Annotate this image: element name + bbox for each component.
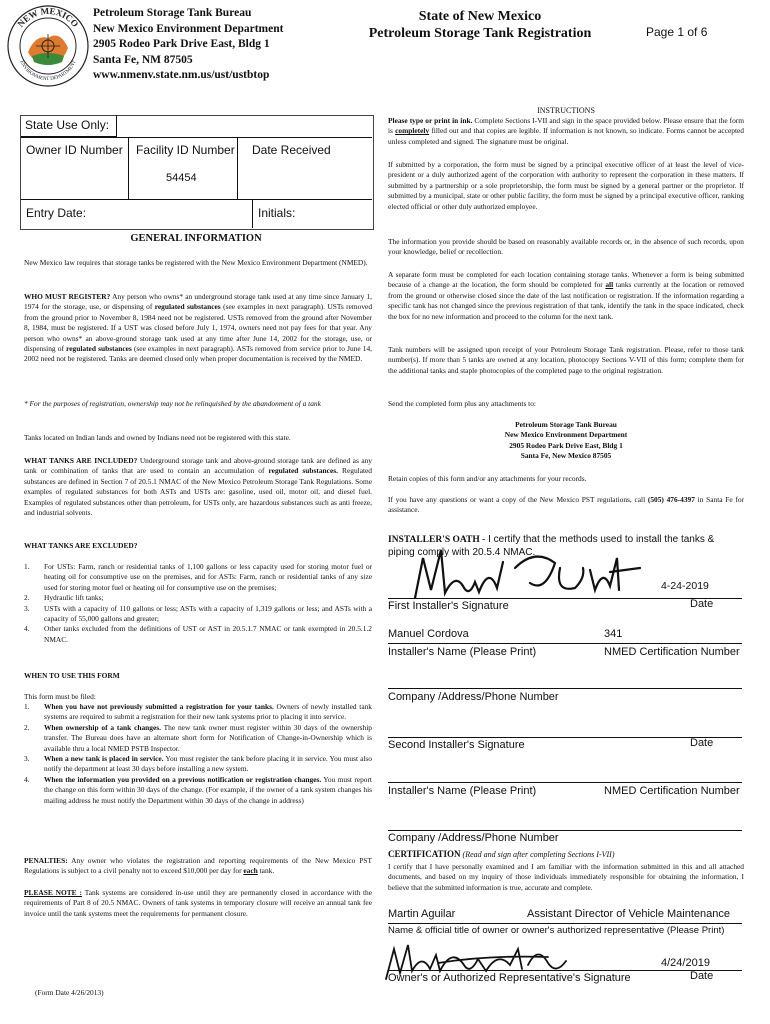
general-heading: GENERAL INFORMATION	[130, 233, 262, 244]
cert-name-title-label: Name & official title of owner or owner's authorized representative (Please Print)	[388, 925, 725, 936]
cert-name-value[interactable]: Martin Aguilar	[388, 908, 456, 920]
list-item: 1. When you have not previously submitted a registration for your tanks. Owners of newly installed tank systems are required to submit a registration for their new tank systems prior to placing it into service.	[24, 702, 372, 722]
installer-name-value[interactable]: Manuel Cordova	[388, 628, 469, 640]
list-item: 4. Other tanks excluded from the definitions of UST or AST in 20.5.1.7 NMAC or tank exempted in 20.5.1.2 NMAC.	[24, 624, 372, 644]
date-received-label: Date Received	[252, 143, 331, 157]
svg-text:NEW MEXICO	[15, 6, 80, 29]
penalties: PENALTIES: Any owner who violates the registration and reporting requirements of the New Mexico PST Regulations is subject to a civil penalty not to exceed $10,000 per day for each tank.	[24, 856, 372, 876]
second-installer-signature-label: Second Installer's Signature	[388, 739, 525, 751]
bureau-line: Petroleum Storage Tank Bureau	[93, 7, 252, 19]
instructions-heading: INSTRUCTIONS	[537, 106, 595, 115]
list-item: 3. USTs with a capacity of 110 gallons or less; ASTs with a capacity of 1,319 gallons or less; and ASTs with a capacity of 55,000 gallons and greater;	[24, 603, 372, 624]
nmed-seal-logo	[6, 4, 90, 88]
instructions-p1: Please type or print in ink. Complete Sections I-VII and sign in the space provided below. Please ensure that the form is completely filled out and that copies are legible. If information is not known, so indicate. Forms cannot be accepted unless completed and signed. The signature must be original.	[388, 116, 744, 146]
bureau-line: 2905 Rodeo Park Drive East, Bldg 1	[93, 38, 270, 50]
cert-title-value[interactable]: Assistant Director of Vehicle Maintenance	[527, 908, 730, 920]
list-item: 2. Hydraulic lift tanks;	[24, 593, 104, 603]
indian-lands-note: Tanks located on Indian lands and owned by Indians need not be registered with this state.	[24, 433, 291, 442]
included-heading: WHAT TANKS ARE INCLUDED?	[24, 456, 138, 465]
please-note: PLEASE NOTE : Tank systems are considered in-use until they are permanently closed in accordance with the requirements of Part 8 of 20.5 NMAC. Owners of tank systems in temporary closure will receive an annual tank fee invoice until the tank systems meet the requirements for permanent closure.	[24, 888, 372, 918]
form-date: (Form Date 4/26/2013)	[35, 988, 104, 997]
second-installer-date-label: Date	[690, 737, 714, 749]
who-heading: WHO MUST REGISTER?	[24, 292, 111, 301]
instructions-p8: If you have any questions or want a copy of the New Mexico PST regulations, call (505) 476-4397 in Santa Fe for assistance.	[388, 495, 744, 515]
when-heading: WHEN TO USE THIS FORM	[24, 671, 120, 680]
excluded-heading: WHAT TANKS ARE EXCLUDED?	[24, 541, 138, 550]
first-installer-date-value[interactable]: 4-24-2019	[661, 580, 709, 592]
installer-cert-label: NMED Certification Number	[604, 646, 740, 658]
owner-id-label: Owner ID Number	[26, 143, 123, 157]
first-installer-signature-label: First Installer's Signature	[388, 600, 509, 612]
instructions-p3: The information you provide should be based on reasonably available records or, in the absence of such records, upon your knowledge, belief or recollection.	[388, 237, 744, 257]
mailing-address: Petroleum Storage Tank Bureau New Mexico Environment Department 2905 Rodeo Park Drive East, Bldg 1 Santa Fe, New Mexico 87505	[504, 420, 628, 461]
certification-text: I certify that I have personally examined and I am familiar with the information submitted in this and all attached documents, and based on my inquiry of those individuals immediately responsible for obtaining the information, I believe that the submitted information is true, accurate and complete.	[388, 862, 744, 892]
seal-top-text: NEW MEXICO	[15, 5, 81, 29]
list-item: 3. When a new tank is placed in service. You must register the tank before placing it in service. You must also notify the department at least 30 days before installing a new system.	[24, 754, 372, 774]
form-title	[330, 8, 630, 42]
who-must-register: WHO MUST REGISTER? Any person who owns* an underground storage tank used at any time since January 1, 1974 for the storage, use, or dispensing of regulated substances (see examples in next paragraph). USTs removed from the ground prior to November 8, 1984 need not be registered. USTs removed from the ground after November 8, 1984, must be registered. If a UST was closed before July 1, 1974, owners need not pay fees for that year. Any person who owns* an above-ground storage tank used at any time after June 14, 2002 for the storage, use, or dispensing of regulated substances (see examples in next paragraph). ASTs removed from service prior to June 14, 2002 need not be registered. Tanks are deemed closed only when proper documentation is received by the NMED.	[24, 292, 373, 364]
bureau-line: Santa Fe, NM 87505	[93, 53, 193, 66]
installer-oath: INSTALLER'S OATH - I certify that the methods used to install the tanks & piping comply with 20.5.4 NMAC.	[388, 534, 715, 558]
instructions-p5: Tank numbers will be assigned upon receipt of your Petroleum Storage Tank registration. Please, refer to those tank number(s). If more than 5 tanks are owned at any location, photocopy Sections V-VII of this form; complete them for the additional tanks and staple photocopies of the completed page to the original registration.	[388, 345, 744, 375]
instructions-p4: A separate form must be completed for each location containing storage tanks. Whenever a form is being submitted because of a change at the location, the form should be completed for all tanks currently at the location or removed from the ground or otherwise closed since the date of the last notification or registration. If the information regarding a specific tank has not changed since the previous registration of that tank, identify the tank in the space indicated, check the box for no new information and proceed to the column for the next tank.	[388, 270, 744, 321]
entry-date-label: Entry Date:	[26, 206, 87, 220]
list-item: 1. For USTs: Farm, ranch or residential tanks of 1,100 gallons or less capacity used for storing motor fuel or heating oil for consumptive use on the premises, and for ASTs: Farm, ranch or residential tanks of any size used for storing motor fuel or heating oil for consumptive use on the premises;	[24, 562, 372, 592]
ownership-footnote: * For the purposes of registration, ownership may not be relinquished by the abandonment of a tank	[24, 399, 321, 408]
instructions-p6: Send the completed form plus any attachments to:	[388, 399, 536, 408]
instructions-p7: Retain copies of this form and/or any attachments for your records.	[388, 474, 587, 483]
seal-bottom-text: ENVIRONMENT DEPARTMENT	[18, 60, 78, 83]
cert-date-label: Date	[690, 970, 714, 982]
tanks-included: WHAT TANKS ARE INCLUDED? Underground storage tank and above-ground storage tank are defined as any tank or combination of tanks that are used to contain an accumulation of regulated substances. Regulated substances are defined in Section 7 of 20.5.1 NMAC of the New Mexico Petroleum Storage Tank Regulations. Some examples of regulated substances for both ASTs and USTs are: gasoline, used oil, motor oil, and diesel fuel. Examples of regulated substances other than petroleum, for USTs only, are hazardous substances such as anti freeze, and industrial solvents.	[24, 456, 372, 518]
first-installer-date-label: Date	[690, 598, 714, 610]
second-installer-cert-label: NMED Certification Number	[604, 785, 740, 797]
facility-id-label: Facility ID Number	[136, 143, 235, 157]
excluded-list	[24, 562, 372, 645]
list-item: 4. When the information you provided on a previous notification or registration changes. You must report the change on this form within 30 days of the change. (For example, if the owner of a tank system changes his mailing address he must notify the Department within 30 days of the change in address)	[24, 774, 372, 805]
state-use-heading: State Use Only:	[25, 118, 110, 132]
when-list	[24, 702, 372, 806]
when-intro: This form must be filed:	[24, 692, 96, 701]
owner-signature-label: Owner's or Authorized Representative's Signature	[388, 972, 631, 984]
instructions-p2: If submitted by a corporation, the form must be signed by a principal executive officer of at least the level of vice-president or a duly authorized agent of the corporation with authority to represent the corporation in these matters. If submitted by a partnership or a sole proprietorship, the form must be signed by a general partner or the proprietor. If submitted by a municipal, state or other public facility, the form must be signed by a principal executive officer, ranking elected official or other duly authorized employee.	[388, 160, 744, 211]
second-installer-company-label: Company /Address/Phone Number	[388, 832, 559, 844]
page-number: Page 1 of 6	[646, 25, 708, 39]
installer-company-label: Company /Address/Phone Number	[388, 691, 559, 703]
form-title-line2: Petroleum Storage Tank Registration	[368, 26, 592, 41]
facility-id-value[interactable]: 54454	[166, 172, 197, 184]
list-item: 2. When ownership of a tank changes. The new tank owner must register within 30 days of the ownership transfer. The Bureau does have an alternate short form for Notification of Change-in-Ownership which is available thru a local NMED PSTB Inspector.	[24, 722, 372, 753]
cert-date-value[interactable]: 4/24/2019	[661, 957, 710, 969]
form-title-line1: State of New Mexico	[418, 9, 542, 24]
bureau-address-block	[93, 6, 283, 84]
initials-label: Initials:	[258, 206, 296, 220]
certification-heading: CERTIFICATION (Read and sign after completing Sections I-VII)	[388, 849, 615, 859]
general-intro: New Mexico law requires that storage tanks be registered with the New Mexico Environment Department (NMED).	[24, 258, 368, 267]
installer-cert-value[interactable]: 341	[604, 628, 623, 640]
bureau-line: New Mexico Environment Department	[93, 22, 284, 35]
second-installer-name-label: Installer's Name (Please Print)	[388, 785, 537, 797]
installer-name-label: Installer's Name (Please Print)	[388, 646, 537, 658]
bureau-website: www.nmenv.state.nm.us/ust/ustbtop	[93, 69, 270, 81]
